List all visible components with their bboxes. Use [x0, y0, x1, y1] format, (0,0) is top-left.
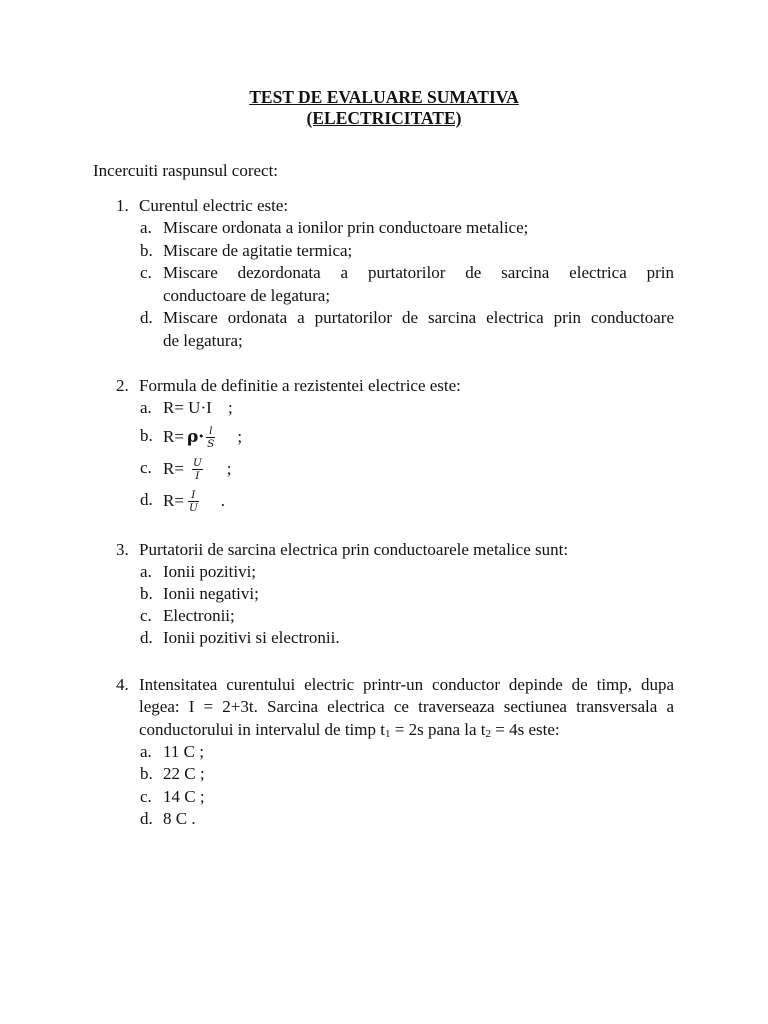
option-text: Ionii negativi; [163, 584, 259, 603]
option-text: Miscare ordonata a ionilor prin conductoare metalice; [163, 218, 529, 237]
option-letter: a. [140, 398, 152, 417]
option-formula [163, 421, 674, 453]
fraction-numerator: U [192, 456, 202, 469]
fraction-denominator: I [195, 469, 200, 482]
question-number: 4. [116, 675, 129, 694]
option-letter: d. [140, 628, 153, 647]
formula-suffix: ; [228, 398, 233, 417]
option-text-line-2: conductoare de legatura; [163, 286, 331, 305]
option-text: 22 C ; [163, 764, 205, 783]
formula-text: R= U·I [163, 398, 212, 417]
title-line-1: TEST DE EVALUARE SUMATIVA [249, 87, 519, 107]
fraction [188, 489, 199, 514]
instruction-text: Incercuiti raspunsul corect: [93, 161, 279, 180]
question-text-line-1: Intensitatea curentului electric printr-un conductor depinde de timp, dupa [139, 675, 674, 694]
fraction-numerator: l [206, 425, 215, 438]
option-text: 14 C ; [163, 787, 205, 806]
text-segment: = 2s pana la t [390, 720, 486, 739]
option-text: Electronii; [163, 606, 235, 625]
question-number: 2. [116, 376, 129, 395]
fraction-denominator: S [207, 437, 215, 450]
formula-text: R= [163, 426, 184, 446]
option-letter: d. [140, 809, 153, 828]
option-letter: a. [140, 742, 152, 761]
option-text: 11 C ; [163, 742, 204, 761]
option-letter: b. [140, 426, 153, 445]
option-text-line-1: Miscare dezordonata a purtatorilor de sarcina electrica prin [163, 263, 674, 282]
title-line-2: (ELECTRICITATE) [306, 108, 462, 128]
question-text: Curentul electric este: [139, 196, 289, 215]
option-formula [163, 485, 674, 517]
subscript: 1 [384, 728, 391, 740]
formula-text: R= [163, 458, 184, 478]
option-text: 8 C . [163, 809, 196, 828]
option-letter: a. [140, 562, 152, 581]
formula-text: R= [163, 490, 184, 510]
option-formula [163, 397, 674, 419]
option-letter: b. [140, 241, 153, 260]
option-letter: a. [140, 218, 152, 237]
document-title [0, 87, 768, 129]
formula-suffix: . [220, 490, 226, 510]
fraction-denominator: U [188, 501, 198, 514]
option-text: Ionii pozitivi; [163, 562, 257, 581]
formula-suffix: ; [237, 426, 243, 446]
text-segment: = 4s este: [491, 720, 560, 739]
option-letter: d. [140, 490, 153, 509]
option-letter: c. [140, 606, 152, 625]
question-number: 3. [116, 540, 129, 559]
fraction [206, 425, 215, 450]
option-text-line-1: Miscare ordonata a purtatorilor de sarcina electrica prin conductoare [163, 308, 674, 327]
option-text: Miscare de agitatie termica; [163, 241, 353, 260]
option-letter: d. [140, 308, 153, 327]
option-letter: c. [140, 458, 152, 477]
fraction [192, 457, 203, 482]
fraction-numerator: I [188, 489, 199, 502]
text-segment: conductorului in intervalul de timp t [139, 720, 385, 739]
option-letter: b. [140, 584, 153, 603]
option-letter: c. [140, 787, 152, 806]
option-letter: c. [140, 263, 152, 282]
question-text-line-2: legea: I = 2+3t. Sarcina electrica ce traverseaza sectiunea transversala a [139, 697, 674, 716]
question-number: 1. [116, 196, 129, 215]
option-text-line-2: de legatura; [163, 331, 243, 350]
option-letter: b. [140, 764, 153, 783]
rho-symbol: ρ· [186, 426, 205, 447]
option-formula [163, 453, 674, 485]
subscript: 2 [485, 728, 492, 740]
formula-suffix: ; [226, 458, 232, 478]
question-text: Formula de definitie a rezistentei electrice este: [139, 376, 461, 395]
question-text: Purtatorii de sarcina electrica prin conductoarele metalice sunt: [139, 540, 569, 559]
option-text: Ionii pozitivi si electronii. [163, 628, 340, 647]
